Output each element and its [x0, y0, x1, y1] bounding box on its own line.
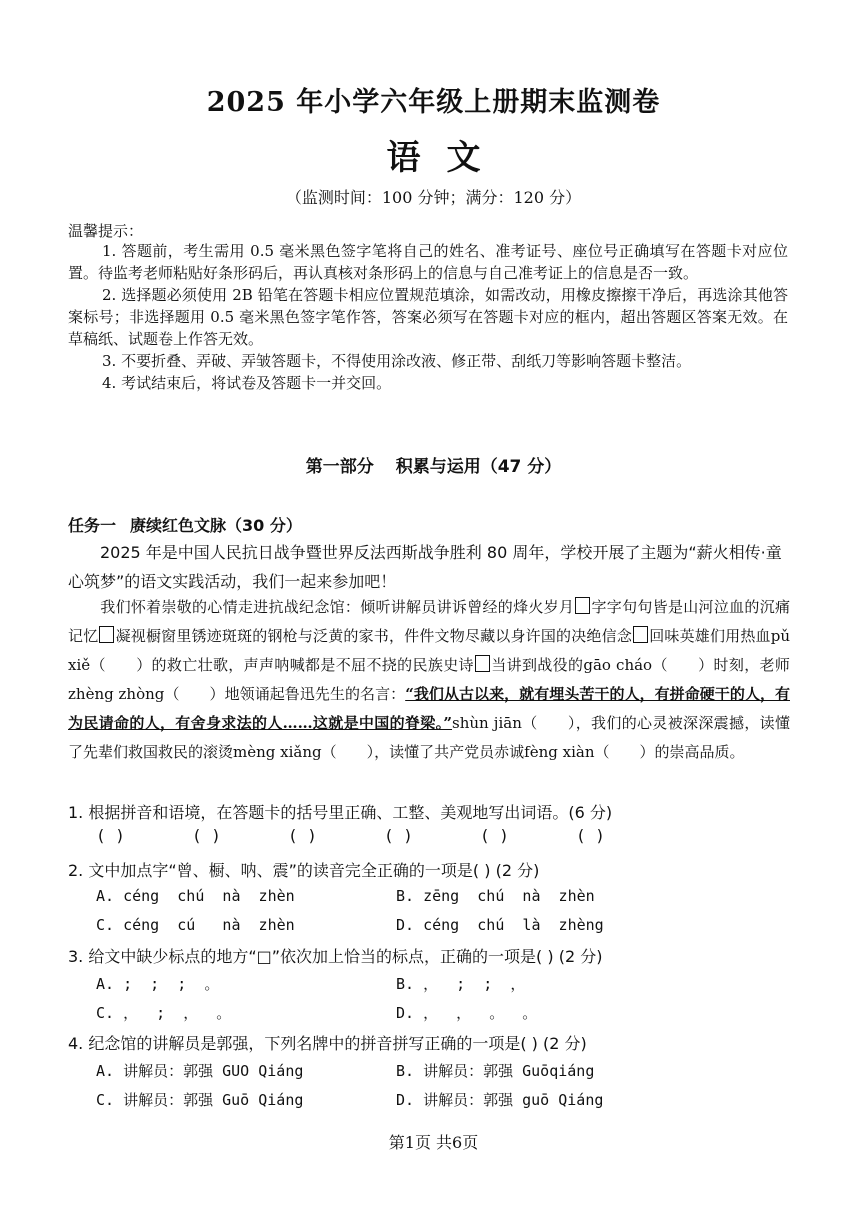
option-a: A. céng chú nà zhèn — [96, 887, 295, 905]
answer-blank: ( ) — [96, 826, 125, 845]
part-title — [0, 452, 867, 477]
reading-passage: 我们怀着崇敬的心情走进抗战纪念馆：倾听讲解员讲诉曾经的烽火岁月 字字句句皆是山河泣血的沉痛记忆 凝视橱窗里锈迹斑斑的钢枪与泛黄的家书，件件文物尽藏以身许国的决绝信念 回味英雄们用热血pǔ xiě（ ）的救亡壮歌，声声呐喊都是不屈不挠的民族史诗 当讲到战役的gāo cháo（ ）时刻，老师zhèng zhòng（ ）地领诵起鲁迅先生的名言：“我们从古以来，就有埋头苦干的人，有拼命硬干的人，有为民请命的人，有舍身求法的人……这就是中国的脊梁。”shùn jiān（ ），我们的心灵被深深震撼，读懂了先辈们救国救民的滚烫mèng xiǎng（ ），读懂了共产党员赤诚fèng xiàn（ ）的崇高品质。 — [68, 598, 790, 761]
punctuation-box — [575, 597, 590, 614]
option-c: C. céng cú nà zhèn — [96, 916, 295, 934]
punctuation-box — [99, 626, 114, 643]
pinyin-clue: gāo cháo — [583, 656, 653, 674]
option-b: B. zēng chú nà zhèn — [396, 887, 595, 905]
page-footer: 第1页 共6页 — [388, 1133, 479, 1152]
task-label: 任务一 — [68, 516, 117, 535]
subject-title: 语文 — [386, 138, 507, 178]
tip-item: 4. 考试结束后，将试卷及答题卡一并交回。 — [102, 374, 392, 392]
tip-item: 1. 答题前，考生需用 0.5 毫米黑色签字笔将自己的姓名、准考证号、座位号正确填写在答题卡对应位置。待监考老师粘贴好条形码后，再认真核对条形码上的信息与自己准考证上的信息是否一致。 — [68, 242, 788, 282]
task-name: 赓续红色文脉（30 分） — [130, 516, 302, 535]
intro-paragraph: 2025 年是中国人民抗日战争暨世界反法西斯战争胜利 80 周年，学校开展了主题为“薪火相传·童心筑梦”的语文实践活动，我们一起来参加吧！ — [68, 543, 782, 591]
pinyin-clue: fèng xiàn — [524, 743, 595, 761]
option-a: A. 讲解员：郭强 GUO Qiáng — [96, 1062, 304, 1080]
task-title — [68, 513, 302, 536]
answer-blank: ( ) — [384, 826, 413, 845]
question-4-stem: 4. 纪念馆的讲解员是郭强，下列名牌中的拼音拼写正确的一项是( ) (2 分) — [68, 1034, 587, 1053]
answer-blanks — [96, 826, 672, 845]
pinyin-clue: mèng xiǎng — [233, 743, 322, 761]
option-b: B. 讲解员：郭强 Guōqiáng — [396, 1062, 595, 1080]
option-c: C. 讲解员：郭强 Guō Qiáng — [96, 1091, 304, 1109]
option-c: C. ， ; ， 。 — [96, 1004, 232, 1022]
part-label: 第一部分 — [305, 457, 374, 477]
quote-underlined: “我们从古以来，就有埋头苦干的人，有拼命硬干的人，有为民请命的人，有舍身求法的人……这就是中国的脊梁。” — [68, 685, 790, 732]
tip-item: 3. 不要折叠、弄破、弄皱答题卡，不得使用涂改液、修正带、刮纸刀等影响答题卡整洁。 — [102, 352, 692, 370]
option-d: D. céng chú là zhèng — [396, 916, 604, 934]
exam-title: 2025 年小学六年级上册期末监测卷 — [206, 87, 661, 118]
pinyin-clue: shùn jiān — [452, 714, 522, 732]
option-a: A. ; ; ; 。 — [96, 975, 220, 993]
option-b: B. ， ; ; ， — [396, 975, 526, 993]
pinyin-clue: zhèng zhòng — [68, 685, 165, 703]
question-1-stem: 1. 根据拼音和语境，在答题卡的括号里正确、工整、美观地写出词语。(6 分) — [68, 803, 613, 822]
tip-item: 2. 选择题必须使用 2B 铅笔在答题卡相应位置规范填涂，如需改动，用橡皮擦擦干净后，再选涂其他答案标号；非选择题用 0.5 毫米黑色签字笔作答，答案必须写在答题卡对应的框内，超出答题区答案无效。在草稿纸、试题卷上作答无效。 — [68, 286, 788, 348]
question-2-stem: 2. 文中加点字“曾、橱、呐、震”的读音完全正确的一项是( ) (2 分) — [68, 861, 540, 880]
punctuation-box — [475, 655, 490, 672]
answer-blank: ( ) — [288, 826, 317, 845]
answer-blank: ( ) — [480, 826, 509, 845]
option-d: D. 讲解员：郭强 guō Qiáng — [396, 1091, 604, 1109]
answer-blank: ( ) — [576, 826, 605, 845]
exam-info: （监测时间：100 分钟；满分：120 分） — [285, 188, 582, 207]
part-name: 积累与运用（47 分） — [395, 457, 562, 477]
tips-list — [68, 240, 788, 394]
option-d: D. ， ， 。 。 — [396, 1004, 538, 1022]
punctuation-box — [633, 626, 648, 643]
pinyin-clue: pǔ xiě — [68, 627, 790, 674]
question-3-stem: 3. 给文中缺少标点的地方“□”依次加上恰当的标点，正确的一项是( ) (2 分) — [68, 947, 603, 966]
tips-title: 温馨提示： — [68, 222, 144, 240]
answer-blank: ( ) — [192, 826, 221, 845]
